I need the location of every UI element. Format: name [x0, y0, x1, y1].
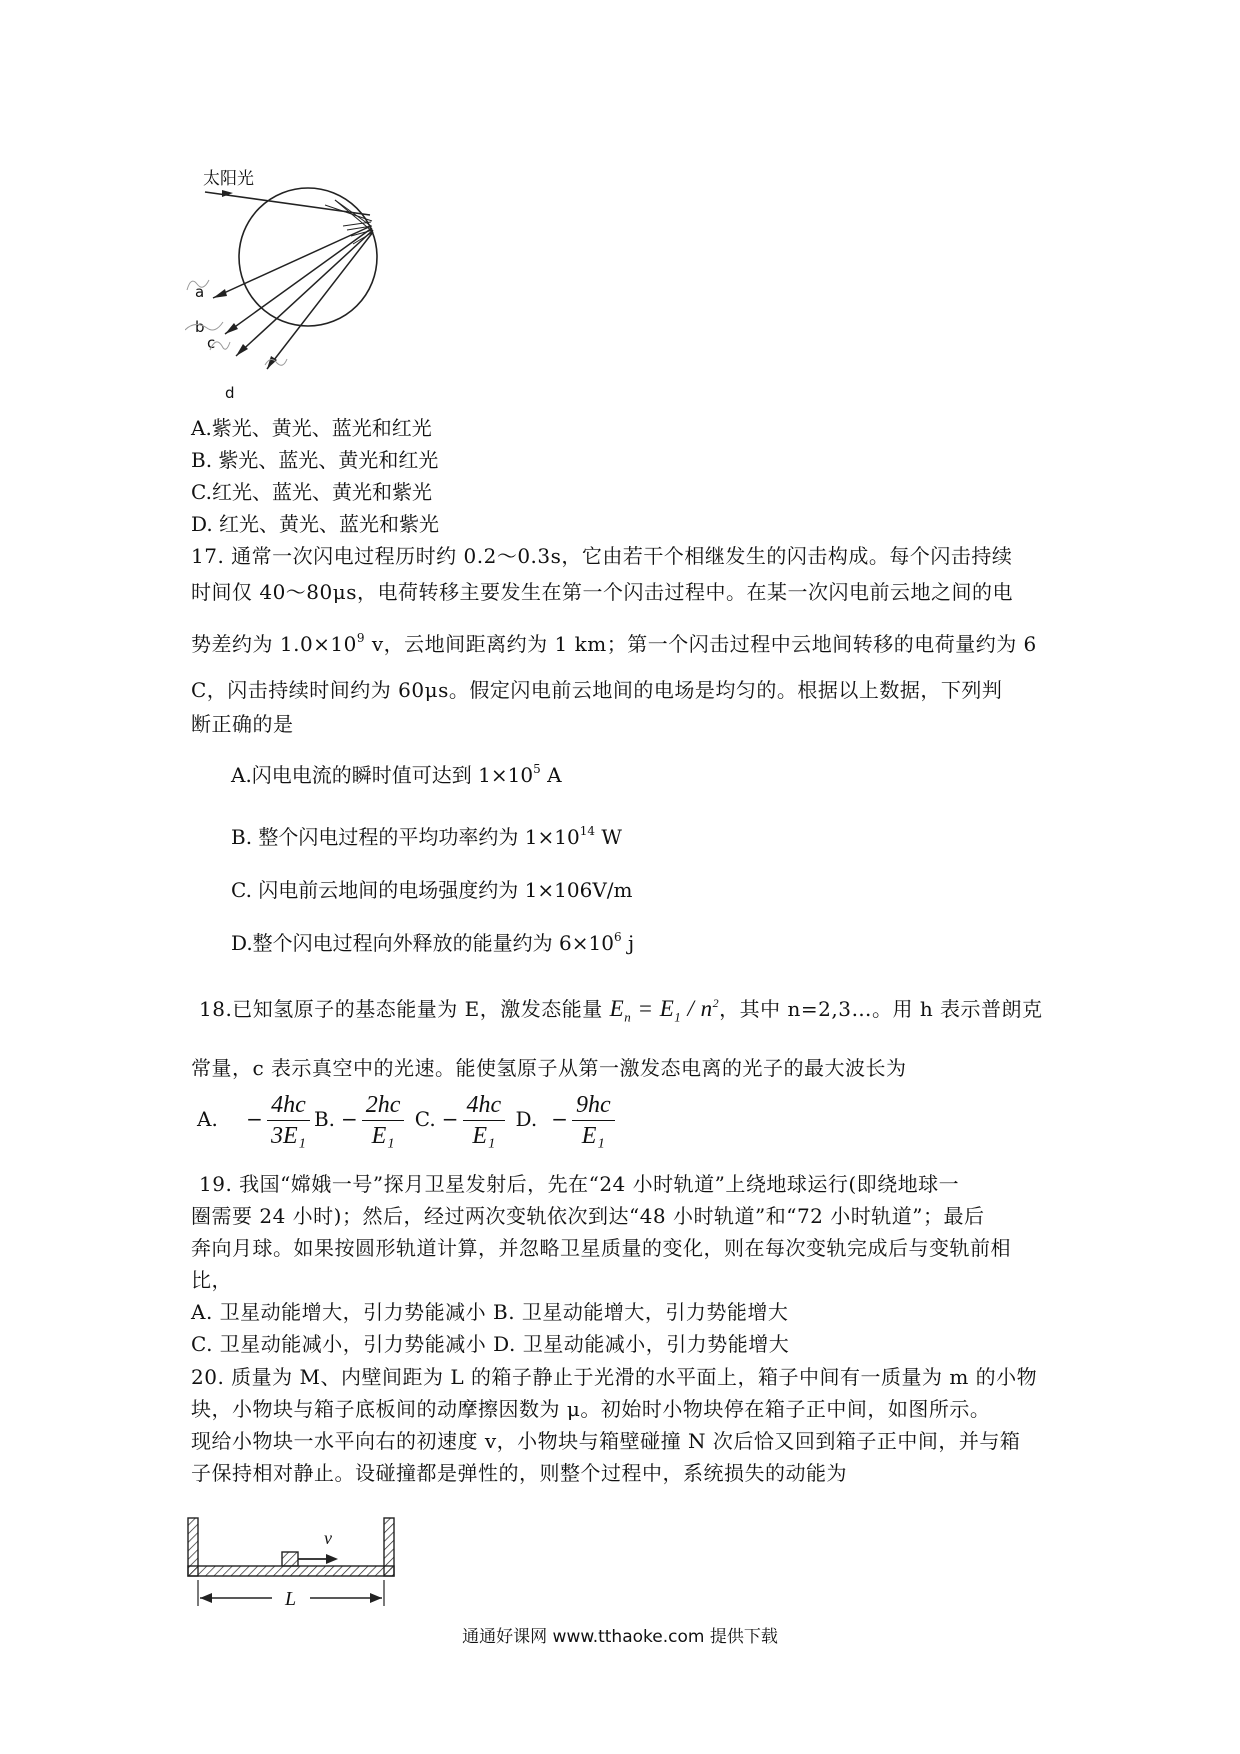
q19-options-ab: A. 卫星动能增大，引力势能减小 B. 卫星动能增大，引力势能增大 [191, 1300, 789, 1324]
q18-option-b-label: B. [313, 1107, 336, 1131]
q18-line-2: 常量，c 表示真空中的光速。能使氢原子从第一激发态电离的光子的最大波长为 [191, 1056, 907, 1080]
q16-option-b: B. 紫光、蓝光、黄光和红光 [191, 448, 439, 472]
q20-line-4: 子保持相对静止。设碰撞都是弹性的，则整个过程中，系统损失的动能为 [191, 1461, 847, 1485]
q17-line-3: 势差约为 $1.0\times 10^9$ v，云地间距离约为 1 km；第一个闪击过程中云地间转移的电荷量约为 6 [191, 631, 1037, 656]
sun-light-label: 太阳光 [203, 169, 254, 189]
q18-option-c-label: C. [414, 1107, 436, 1131]
q19-line-2: 圈需要 24 小时)；然后，经过两次变轨依次到达“48 小时轨道”和“72 小时轨道”；最后 [191, 1204, 985, 1228]
ray-a-label: a [195, 283, 205, 301]
q17-line-5: 断正确的是 [191, 712, 294, 736]
q19-options-cd: C. 卫星动能减小，引力势能减小 D. 卫星动能减小，引力势能增大 [191, 1332, 790, 1356]
q18-option-a-fraction: $\frac{4hc}{\text{3E₁}}$ [267, 1090, 310, 1151]
q17-option-b: B. 整个闪电过程的平均功率约为 $1\times 10^{14}$ W [231, 824, 622, 849]
q19-line-1: 19. 我国“嫦娥一号”探月卫星发射后，先在“24 小时轨道”上绕地球运行(即绕地球一 [199, 1172, 960, 1196]
q17-option-a: A.闪电电流的瞬时值可达到 $1\times 10^5$ A [231, 762, 562, 787]
box-block-figure [186, 1510, 406, 1610]
q20-line-2: 块，小物块与箱子底板间的动摩擦因数为 μ。初始时小物块停在箱子正中间，如图所示。 [191, 1397, 991, 1421]
length-label: L [285, 1588, 297, 1610]
q17-option-d: D.整个闪电过程向外释放的能量约为 $6\times 10^6$ j [231, 930, 635, 955]
ray-d-label: d [225, 384, 235, 402]
q17-line-2: 时间仅 40～80μs，电荷转移主要发生在第一个闪击过程中。在某一次闪电前云地之间的电 [191, 580, 1014, 604]
ray-c-label: c [207, 334, 216, 352]
q20-line-1: 20. 质量为 M、内壁间距为 L 的箱子静止于光滑的水平面上，箱子中间有一质量为 m 的小物 [191, 1365, 1038, 1389]
q17-line-1: 17. 通常一次闪电过程历时约 0.2～0.3s，它由若干个相继发生的闪击构成。每个闪击持续 [191, 544, 1013, 568]
raindrop-dispersion-figure [185, 160, 385, 405]
q20-line-3: 现给小物块一水平向右的初速度 v，小物块与箱壁碰撞 N 次后恰又回到箱子正中间，并与箱 [191, 1429, 1021, 1453]
q18-option-d-fraction: $\frac{9hc}{\text{E₁}}$ [572, 1090, 615, 1151]
q19-line-4: 比， [191, 1268, 232, 1292]
q16-option-c: C.红光、蓝光、黄光和紫光 [191, 480, 432, 504]
velocity-label: v [324, 1528, 332, 1548]
q18-option-d-label: D. [515, 1107, 538, 1131]
q16-option-a: A.紫光、黄光、蓝光和红光 [191, 416, 432, 440]
q18-option-c-fraction: $\frac{4hc}{\text{E₁}}$ [463, 1090, 506, 1151]
q18-energy-formula: $E_n = E_1 / n^2$ [609, 996, 720, 1025]
q18-line-1: 18.已知氢原子的基态能量为 E，激发态能量 $E_n = E_1 / n^2$，其中 n=2,3…。用 h 表示普朗克 [199, 996, 1043, 1025]
q17-line-4: C，闪击持续时间约为 60μs。假定闪电前云地间的电场是均匀的。根据以上数据，下列判 [191, 678, 1003, 702]
q19-line-3: 奔向月球。如果按圆形轨道计算，并忽略卫星质量的变化，则在每次变轨完成后与变轨前相 [191, 1236, 1011, 1260]
q18-options: A. − $\frac{4hc}{\text{3E₁}}$ B. − $\frac{2hc}{\text{E₁}}$ C. − $\frac{4hc}{\text{E₁}}$ D. − $\frac{9hc}{\text{E₁}}$ [197, 1090, 619, 1151]
q18-option-b-fraction: $\frac{2hc}{\text{E₁}}$ [362, 1090, 405, 1151]
q17-option-c: C. 闪电前云地间的电场强度约为 1×106V/m [231, 878, 633, 902]
q16-option-d: D. 红光、黄光、蓝光和紫光 [191, 512, 440, 536]
page-footer: 通通好课网 www.tthaoke.com 提供下载 [462, 1627, 778, 1647]
ray-b-label: b [195, 318, 205, 336]
q18-option-a-label: A. [197, 1107, 218, 1131]
